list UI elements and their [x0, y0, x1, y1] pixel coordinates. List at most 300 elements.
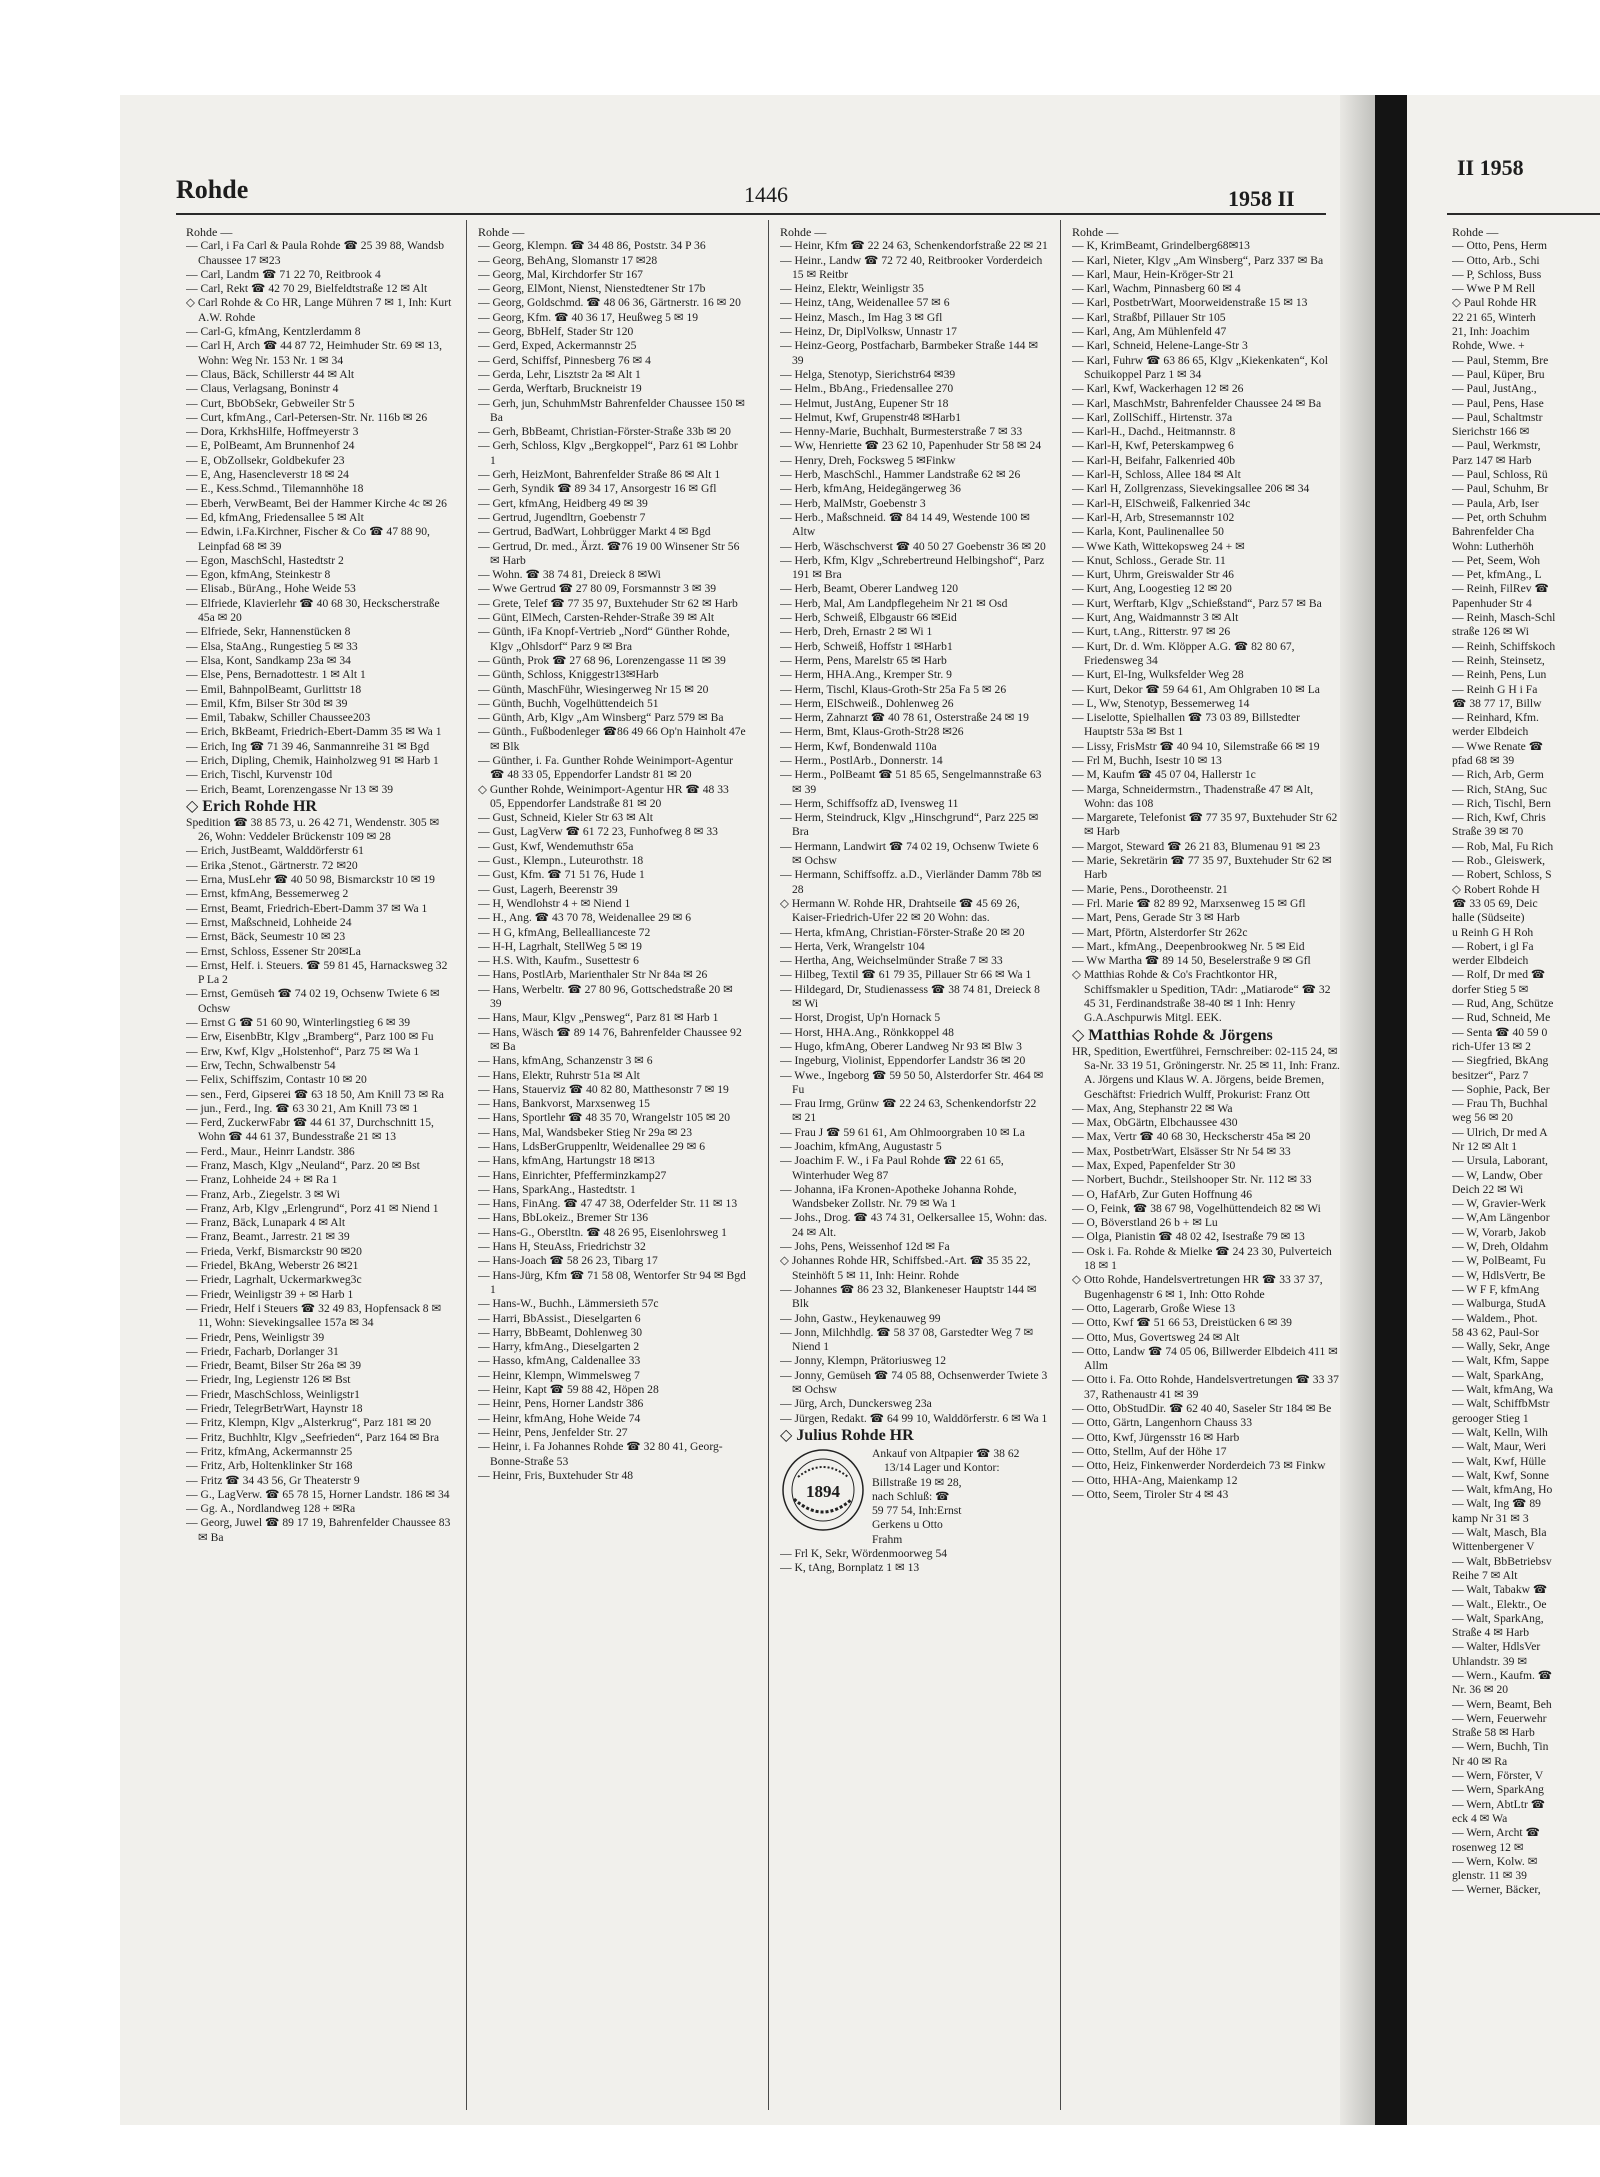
directory-entry: — Georg, Klempn. ☎ 34 48 86, Poststr. 34 P 36	[478, 239, 706, 253]
directory-entry: — jun., Ferd., Ing. ☎ 63 30 21, Am Knill 73 ✉ 1	[186, 1101, 419, 1115]
directory-entry: — Herm, Pens, Marelstr 65 ✉ Harb	[780, 653, 947, 667]
directory-entry: — Herm, ElSchweiß., Dohlenweg 26	[780, 696, 954, 710]
directory-entry: — Robert, i gl Fa	[1452, 939, 1534, 953]
directory-entry: — Franz, Beamt., Jarrestr. 21 ✉ 39	[186, 1230, 350, 1244]
column-divider	[1060, 220, 1061, 2110]
directory-entry: — Ferd, ZuckerwFabr ☎ 44 61 37, Durchschnitt 15, Wohn ☎ 44 61 37, Bundesstraße 21 ✉ 13	[186, 1116, 434, 1144]
directory-entry: — Hans, Maur, Klgv „Pensweg“, Parz 81 ✉ Harb 1	[478, 1011, 719, 1025]
directory-entry: — Georg, Kfm. ☎ 40 36 17, Heußweg 5 ✉ 19	[478, 310, 699, 324]
directory-entry: — Erw, Kwf, Klgv „Holstenhof“, Parz 75 ✉ Wa 1	[186, 1044, 420, 1058]
directory-entry: rich-Ufer 13 ✉ 2	[1452, 1039, 1531, 1053]
directory-entry: — Ferd., Maur., Heinrr Landstr. 386	[186, 1144, 355, 1158]
advert-text	[872, 1447, 1048, 1547]
directory-entry: — Franz, Bäck, Lunapark 4 ✉ Alt	[186, 1216, 346, 1230]
directory-entry: — Wwe., Ingeborg ☎ 59 50 50, Alsterdorfer Str. 464 ✉ Fu	[780, 1068, 1044, 1096]
page-year: 1958 II	[1228, 186, 1295, 211]
directory-entry: — Frau Irmg, Grünw ☎ 22 24 63, Schenkendorfstr 22 ✉ 21	[780, 1097, 1037, 1125]
directory-entry: — Ernst, Schloss, Essener Str 20✉La	[186, 944, 361, 958]
directory-entry: — Hans, Bankvorst, Marxsenweg 15	[478, 1097, 650, 1111]
entry-list	[1452, 239, 1600, 1897]
directory-column-1	[186, 225, 454, 2125]
directory-entry: — Wwe P M Rell	[1452, 282, 1536, 296]
directory-entry: — Hermann, Schiffsoffz. a.D., Vierländer Damm 78b ✉ 28	[780, 868, 1042, 896]
directory-entry: — Ernst, Helf. i. Steuers. ☎ 59 81 45, Harnacksweg 32 P La 2	[186, 958, 448, 987]
directory-entry: — Jürg, Arch, Dunckersweg 23a	[780, 1397, 932, 1411]
directory-entry: — Siegfried, BkAng	[1452, 1054, 1549, 1068]
directory-entry: Straße 58 ✉ Harb	[1452, 1726, 1535, 1740]
directory-entry: — Friedr, Ing, Legienstr 126 ✉ Bst	[186, 1373, 351, 1387]
directory-entry: — Paul, JustAng.,	[1452, 382, 1537, 396]
directory-entry: — Herm., PostlArb., Donnerstr. 14	[780, 753, 943, 767]
directory-entry: — Hans-W., Buchh., Lämmersieth 57c	[478, 1297, 659, 1311]
directory-entry: ◇ Matthias Rohde & Jörgens	[1072, 1026, 1273, 1044]
directory-entry: — Otto, Lagerarb, Große Wiese 13	[1072, 1301, 1236, 1315]
directory-entry: — Gust, Lagerh, Beerenstr 39	[478, 882, 618, 896]
entry-list	[780, 239, 1048, 1445]
directory-entry: — Herm, Kwf, Bondenwald 110a	[780, 739, 937, 753]
directory-entry: — Max, ObGärtn, Elbchaussee 430	[1072, 1116, 1238, 1130]
directory-entry: — Karl, Schneid, Helene-Lange-Str 3	[1072, 339, 1248, 353]
directory-entry: — Walt, SparkAng,	[1452, 1368, 1544, 1382]
directory-entry: ◇ Hermann W. Rohde HR, Drahtseile ☎ 45 69 26, Kaiser-Friedrich-Ufer 22 ✉ 20 Wohn: das.	[780, 896, 1020, 925]
directory-entry: — Friedr, Lagrhalt, Uckermarkweg3c	[186, 1273, 362, 1287]
directory-entry: — Ww, Henriette ☎ 23 62 10, Papenhuder Str 58 ✉ 24	[780, 439, 1042, 453]
directory-entry: — Helmut, JustAng, Eupener Str 18	[780, 396, 949, 410]
directory-entry: — Waldem., Phot.	[1452, 1311, 1538, 1325]
directory-entry: — Pet, kfmAng., L	[1452, 568, 1542, 582]
directory-entry: — Heinr, Kfm ☎ 22 24 63, Schenkendorfstraße 22 ✉ 21	[780, 239, 1048, 253]
directory-entry: — Karla, Kont, Paulinenallee 50	[1072, 525, 1224, 539]
directory-entry: — Hugo, kfmAng, Oberer Landweg Nr 93 ✉ Blw 3	[780, 1039, 1022, 1053]
directory-entry: — Walburga, StudA	[1452, 1297, 1547, 1311]
directory-entry: — Karl, Wachm, Pinnasberg 60 ✉ 4	[1072, 282, 1241, 296]
directory-entry: — Walt, Kelln, Wilh	[1452, 1425, 1548, 1439]
directory-entry: — Friedr, MaschSchloss, Weinligstr1	[186, 1387, 360, 1401]
directory-entry: — Gert, kfmAng, Heidberg 49 ✉ 39	[478, 496, 648, 510]
directory-entry: ◇ Julius Rohde HR	[780, 1426, 914, 1444]
directory-entry: 58 43 62, Paul-Sor	[1452, 1325, 1539, 1339]
directory-entry: halle (Südseite)	[1452, 911, 1525, 925]
directory-entry: — H, Wendlohstr 4 + ✉ Niend 1	[478, 896, 631, 910]
directory-entry: — Wern, Beamt, Beh	[1452, 1697, 1552, 1711]
directory-entry: — W, HdlsVertr, Be	[1452, 1268, 1546, 1282]
directory-entry: — Otto, HHA-Ang, Maienkamp 12	[1072, 1473, 1238, 1487]
directory-entry: — G., LagVerw. ☎ 65 78 15, Horner Landstr. 186 ✉ 34	[186, 1487, 450, 1501]
directory-entry: ◇ Erich Rohde HR	[186, 797, 317, 815]
directory-entry: — Reinh, Schiffskoch	[1452, 639, 1556, 653]
directory-entry: — Günth, MaschFühr, Wiesingerweg Nr 15 ✉ 20	[478, 682, 709, 696]
directory-entry: — Günth, Arb, Klgv „Am Winsberg“ Parz 579 ✉ Ba	[478, 711, 724, 725]
directory-entry: — Otto, Kwf ☎ 51 66 53, Dreistücken 6 ✉ 39	[1072, 1316, 1292, 1330]
directory-entry: — Georg, BehAng, Slomanstr 17 ✉28	[478, 253, 658, 267]
directory-entry: — O, Feink, ☎ 38 67 98, Vogelhüttendeich 82 ✉ Wi	[1072, 1201, 1321, 1215]
directory-entry: Straße 39 ✉ 70	[1452, 825, 1524, 839]
directory-entry: dorfer Stieg 5 ✉	[1452, 982, 1529, 996]
directory-entry: Deich 22 ✉ Wi	[1452, 1182, 1524, 1196]
directory-entry: — Reinh, Pens, Lun	[1452, 668, 1547, 682]
directory-entry: — Max, Vertr ☎ 40 68 30, Heckscherstr 45a ✉ 20	[1072, 1130, 1311, 1144]
directory-entry: — Franz, Arb., Ziegelstr. 3 ✉ Wi	[186, 1187, 340, 1201]
directory-entry: — Kurt, Dr. d. Wm. Klöpper A.G. ☎ 82 80 67, Friedensweg 34	[1072, 639, 1295, 667]
directory-entry: — Frau Th, Buchhal	[1452, 1097, 1548, 1111]
directory-entry: — Georg, ElMont, Nienst, Nienstedtener Str 17b	[478, 282, 706, 296]
directory-entry: — Günther, i. Fa. Gunther Rohde Weinimport-Agentur ☎ 48 33 05, Eppendorfer Landstr 81 ✉ 20	[478, 753, 734, 782]
directory-entry: — Wwe Kath, Wittekopsweg 24 + ✉	[1072, 539, 1245, 553]
directory-entry: — Erich, JustBeamt, Walddörferstr 61	[186, 844, 364, 858]
directory-entry: — Fritz, Buchhltr, Klgv „Seefrieden“, Parz 164 ✉ Bra	[186, 1430, 439, 1444]
directory-entry: — Otto, Pens, Herm	[1452, 239, 1547, 253]
directory-entry: — Henry, Dreh, Focksweg 5 ✉Finkw	[780, 453, 956, 467]
directory-entry: weg 56 ✉ 20	[1452, 1111, 1513, 1125]
directory-entry: — Reinh G H i Fa	[1452, 682, 1538, 696]
directory-entry: — W, Landw, Ober	[1452, 1168, 1543, 1182]
directory-entry: — Helga, Stenotyp, Sierichstr64 ✉39	[780, 367, 956, 381]
directory-entry: — Herb, Kfm, Klgv „Schrebertreund Helbingshof“, Parz 191 ✉ Bra	[780, 553, 1045, 582]
directory-entry: — Franz, Lohheide 24 + ✉ Ra 1	[186, 1173, 338, 1187]
directory-entry: — Paul, Schloss, Rü	[1452, 468, 1548, 482]
directory-entry: — Karl-H, Schloss, Allee 184 ✉ Alt	[1072, 468, 1241, 482]
directory-entry: — Walt, Maur, Weri	[1452, 1440, 1547, 1454]
directory-entry: — Emil, Kfm, Bilser Str 30d ✉ 39	[186, 696, 348, 710]
directory-entry: — Friedr, Pens, Weinligstr 39	[186, 1330, 325, 1344]
directory-entry: — Erika ,Stenot., Gärtnerstr. 72 ✉20	[186, 858, 358, 872]
directory-entry: — W, Vorarb, Jakob	[1452, 1225, 1546, 1239]
directory-entry: — Robert, Schloss, S	[1452, 868, 1552, 882]
directory-entry: — Curt, kfmAng., Carl-Petersen-Str. Nr. 116b ✉ 26	[186, 410, 428, 424]
directory-entry: — Heinr, i. Fa Johannes Rohde ☎ 32 80 41, Georg-Bonne-Straße 53	[478, 1440, 723, 1468]
directory-entry: — Walt, BbBetriebsv	[1452, 1554, 1552, 1568]
directory-entry: — Günth, Prok ☎ 27 68 96, Lorenzengasse 11 ✉ 39	[478, 653, 726, 667]
directory-entry: — Gust., Klempn., Luteurothstr. 18	[478, 854, 644, 868]
directory-entry: — E, Ang, Hasencleverstr 18 ✉ 24	[186, 468, 349, 482]
directory-entry: werder Elbdeich	[1452, 725, 1529, 739]
directory-entry: ☎ 38 77 17, Billw	[1452, 696, 1542, 710]
directory-entry: — Marie, Pens., Dorotheenstr. 21	[1072, 882, 1228, 896]
directory-entry: — Erich, Beamt, Lorenzengasse Nr 13 ✉ 39	[186, 782, 394, 796]
directory-entry: — Horst, HHA.Ang., Rönkkoppel 48	[780, 1025, 954, 1039]
directory-entry: — Heinr, Pens, Horner Landstr 386	[478, 1397, 644, 1411]
directory-entry: — Gerh, Schloss, Klgv „Bergkoppel“, Parz 61 ✉ Lohbr 1	[478, 439, 738, 467]
directory-entry: — Otto, ObStudDir. ☎ 62 40 40, Saseler Str 184 ✉ Be	[1072, 1402, 1332, 1416]
directory-entry: — Otto, Seem, Tiroler Str 4 ✉ 43	[1072, 1487, 1229, 1501]
directory-entry: — Heinz, Dr, DiplVolksw, Unnastr 17	[780, 325, 957, 339]
directory-entry: — Ed, kfmAng, Friedensallee 5 ✉ Alt	[186, 510, 364, 524]
directory-entry: — Felix, Schiffszim, Contastr 10 ✉ 20	[186, 1073, 367, 1087]
directory-entry: — Otto, Stellm, Auf der Höhe 17	[1072, 1444, 1227, 1458]
directory-entry: — Hans, Sportlehr ☎ 48 35 70, Wrangelstr 105 ✉ 20	[478, 1111, 731, 1125]
directory-entry: — Ursula, Laborant,	[1452, 1154, 1548, 1168]
directory-entry: Ankauf von Altpapier ☎ 38 62 13/14 Lager und Kontor:	[872, 1446, 1020, 1475]
page-number: 1446	[744, 182, 788, 207]
directory-entry: — Herm, Schiffsoffz aD, Ivensweg 11	[780, 796, 959, 810]
directory-entry: — Gerd, Exped, Ackermannstr 25	[478, 339, 637, 353]
directory-entry: — Karl-H, Arb, Stresemannstr 102	[1072, 510, 1235, 524]
directory-entry: — Fritz ☎ 34 43 56, Gr Theaterstr 9	[186, 1473, 360, 1487]
directory-entry: rosenweg 12 ✉	[1452, 1840, 1524, 1854]
directory-entry: — Senta ☎ 40 59 0	[1452, 1025, 1548, 1039]
directory-entry: — Ingeburg, Violinist, Eppendorfer Landstr 36 ✉ 20	[780, 1054, 1026, 1068]
entry-list	[186, 239, 454, 1545]
directory-entry: — Elfriede, Sekr, Hannenstücken 8	[186, 625, 351, 639]
directory-entry: 59 77 54, Inh:Ernst	[872, 1504, 962, 1518]
directory-entry: — P, Schloss, Buss	[1452, 267, 1542, 281]
directory-entry: — Gertrud, Jugendltrn, Goebenstr 7	[478, 510, 646, 524]
directory-entry: — E, PolBeamt, Am Brunnenhof 24	[186, 439, 355, 453]
directory-entry: — Hans, kfmAng, Schanzenstr 3 ✉ 6	[478, 1054, 653, 1068]
directory-entry: — Otto, Kwf, Jürgensstr 16 ✉ Harb	[1072, 1430, 1240, 1444]
directory-entry: — Hans, BbLokeiz., Bremer Str 136	[478, 1211, 649, 1225]
directory-entry: — Walt, SparkAng,	[1452, 1611, 1544, 1625]
directory-entry: — Jonn, Milchhdlg. ☎ 58 37 08, Garstedter Weg 7 ✉ Niend 1	[780, 1325, 1034, 1354]
directory-entry: — Walt, Ing ☎ 89	[1452, 1497, 1541, 1511]
directory-entry: ◇ Robert Rohde H	[1452, 882, 1540, 896]
directory-entry: — Karl, Nieter, Klgv „Am Winsberg“, Parz 337 ✉ Ba	[1072, 253, 1324, 267]
directory-entry: — Herb, Schweiß, Hoffstr 1 ✉Harb1	[780, 639, 953, 653]
directory-entry: — Margot, Steward ☎ 26 21 83, Blumenau 91 ✉ 23	[1072, 839, 1321, 853]
directory-entry: ◇ Matthias Rohde & Co's Frachtkontor HR, Schiffsmakler u Spedition, TAdr: „Matiarode“ ☎ 32 45 31, Ferdinandstraße 38-40 ✉ 1 Inh: Henry G.A.Aschpurwis Mitgl. EEK.	[1072, 968, 1331, 1025]
directory-entry: 22 21 65, Winterh	[1452, 310, 1536, 324]
directory-entry: ◇ Otto Rohde, Handelsvertretungen HR ☎ 33 37 37, Bugenhagenstr 6 ✉ 1, Inh: Otto Rohde	[1072, 1273, 1323, 1301]
directory-entry: — E., Kess.Schmd., Tilemannhöhe 18	[186, 482, 364, 496]
directory-entry: — Karl, Straßbf, Pillauer Str 105	[1072, 310, 1226, 324]
directory-entry: — Wern, AbtLtr ☎	[1452, 1797, 1546, 1811]
directory-entry: — Gerh, jun, SchuhmMstr Bahrenfelder Chaussee 150 ✉ Ba	[478, 396, 745, 424]
directory-entry: — O, HafArb, Zur Guten Hoffnung 46	[1072, 1187, 1253, 1201]
directory-entry: — Friedel, BkAng, Weberstr 26 ✉21	[186, 1259, 359, 1273]
seal-year: 1894	[806, 1481, 840, 1501]
header-rule	[176, 213, 1326, 215]
directory-entry: — Hans H, SteuAss, Friedrichstr 32	[478, 1240, 646, 1254]
directory-entry: — Egon, MaschSchl, Hastedtstr 2	[186, 553, 344, 567]
directory-entry: — Ernst, Beamt, Friedrich-Ebert-Damm 37 ✉ Wa 1	[186, 901, 428, 915]
directory-entry: — Friedr, Facharb, Dorlanger 31	[186, 1344, 339, 1358]
directory-entry: — Hans, kfmAng, Hartungstr 18 ✉13	[478, 1154, 655, 1168]
directory-entry: — H.S. With, Kaufm., Susettestr 6	[478, 954, 639, 968]
directory-entry: — Kurt, Ang, Waidmannstr 3 ✉ Alt	[1072, 611, 1239, 625]
directory-entry: — Heinr, Klempn, Wimmelsweg 7	[478, 1368, 640, 1382]
directory-entry: nach Schluß: ☎	[872, 1489, 950, 1503]
directory-entry: — Harry, BbBeamt, Dohlenweg 30	[478, 1325, 643, 1339]
directory-entry: — Friedr, TelegrBetrWart, Haynstr 18	[186, 1402, 363, 1416]
directory-entry: — Marie, Sekretärin ☎ 77 35 97, Buxtehuder Str 62 ✉ Harb	[1072, 854, 1332, 882]
directory-entry: — Friedr, Helf i Steuers ☎ 32 49 83, Hopfensack 8 ✉ 11, Wohn: Sievekingsallee 157a ✉ 34	[186, 1301, 442, 1330]
directory-entry: — Hans-Joach ☎ 58 26 23, Tibarg 17	[478, 1254, 658, 1268]
directory-entry: — Elfriede, Klavierlehr ☎ 40 68 30, Heckscherstraße 45a ✉ 20	[186, 596, 440, 625]
directory-entry: — Wern, SparkAng	[1452, 1783, 1544, 1797]
directory-entry: — Elsa, StaAng., Rungestieg 5 ✉ 33	[186, 639, 358, 653]
directory-entry: Spedition ☎ 38 85 73, u. 26 42 71, Wendenstr. 305 ✉ 26, Wohn: Veddeler Brückenstr 109 ✉ 28	[186, 815, 440, 844]
directory-entry: HR, Spedition, Ewertführei, Fernschreiber: 02-115 24, ✉ Sa-Nr. 33 19 51, Gröningerstr. Nr. 25 ✉ 11, Inh: Franz. A. Jörgens und Klaus W. A. Jörgens, beide Bremen, Geschäftst: Friedrich Wulff, Prokurist: Franz Ott	[1072, 1044, 1340, 1101]
directory-entry: — Mart., kfmAng., Deepenbrookweg Nr. 5 ✉ Eid	[1072, 939, 1305, 953]
directory-entry: Gerkens u Otto	[872, 1518, 943, 1532]
directory-entry: — Heinr, Fris, Buxtehuder Str 48	[478, 1468, 634, 1482]
directory-entry: — K, tAng, Bornplatz 1 ✉ 13	[780, 1561, 920, 1575]
directory-entry: — Heinz-Georg, Postfacharb, Barmbeker Straße 144 ✉ 39	[780, 339, 1039, 367]
directory-entry: 21, Inh: Joachim	[1452, 325, 1530, 339]
directory-entry: — Paul, Werkmstr,	[1452, 439, 1541, 453]
directory-entry: ◇ Paul Rohde HR	[1452, 296, 1537, 310]
directory-entry: — Herb, Mal, Am Landpflegeheim Nr 21 ✉ Osd	[780, 596, 1008, 610]
directory-entry: — Otto i. Fa. Otto Rohde, Handelsvertretungen ☎ 33 37 37, Rathenaustr 41 ✉ 39	[1072, 1373, 1339, 1401]
column-head: Rohde —	[186, 225, 233, 239]
directory-entry: — Günth, Schloss, Kniggestr13✉Harb	[478, 668, 659, 682]
directory-entry: ◇ Johannes Rohde HR, Schiffsbed.-Art. ☎ 35 35 22, Steinhöft 5 ✉ 11, Inh: Heinr. Rohde	[780, 1254, 1031, 1282]
directory-entry: — Joachim F. W., i Fa Paul Rohde ☎ 22 61 65, Winterhuder Weg 87	[780, 1154, 1004, 1182]
directory-entry: besitzer“, Parz 7	[1452, 1068, 1529, 1082]
directory-entry: Straße 4 ✉ Harb	[1452, 1626, 1530, 1640]
directory-entry: — Ernst, kfmAng, Bessemerweg 2	[186, 887, 349, 901]
directory-entry: — Gerh, BbBeamt, Christian-Förster-Straße 33b ✉ 20	[478, 425, 731, 439]
directory-entry: — Claus, Verlagsang, Boninstr 4	[186, 382, 339, 396]
company-seal-icon	[780, 1447, 866, 1533]
directory-entry: — Harry, kfmAng., Dieselgarten 2	[478, 1340, 640, 1354]
directory-entry: — Karl, PostbetrWart, Moorweidenstraße 15 ✉ 13	[1072, 296, 1308, 310]
directory-entry: — Wohn. ☎ 38 74 81, Dreieck 8 ✉Wi	[478, 568, 661, 582]
directory-entry: — Karl, Maur, Hein-Kröger-Str 21	[1072, 267, 1235, 281]
directory-entry: — Heinr., Landw ☎ 72 72 40, Reitbrooker Vorderdeich 15 ✉ Reitbr	[780, 253, 1043, 281]
directory-entry: — Johs., Drog. ☎ 43 74 31, Oelkersallee 15, Wohn: das. 24 ✉ Alt.	[780, 1211, 1048, 1239]
directory-entry: — Wern, Feuerwehr	[1452, 1711, 1547, 1725]
directory-entry: — Heinr, kfmAng, Hohe Weide 74	[478, 1411, 641, 1425]
directory-entry: — Heinz, Elektr, Weinligstr 35	[780, 282, 924, 296]
directory-entry: — Friedr, Beamt, Bilser Str 26a ✉ 39	[186, 1359, 362, 1373]
directory-entry: — Dora, KrkhsHilfe, Hoffmeyerstr 3	[186, 425, 359, 439]
directory-entry: — Norbert, Buchdr., Steilshooper Str. Nr. 112 ✉ 33	[1072, 1173, 1312, 1187]
directory-entry: — Walter, HdlsVer	[1452, 1640, 1541, 1654]
directory-entry: — Hans, PostlArb, Marienthaler Str Nr 84a ✉ 26	[478, 968, 708, 982]
directory-entry: — Günt, ElMech, Carsten-Rehder-Straße 39 ✉ Alt	[478, 611, 715, 625]
directory-entry: — Kurt, Uhrm, Greiswalder Str 46	[1072, 568, 1234, 582]
directory-entry: — Fritz, Arb, Holtenklinker Str 168	[186, 1459, 353, 1473]
directory-entry: — Gerh, Syndik ☎ 89 34 17, Ansorgestr 16 ✉ Gfl	[478, 482, 717, 496]
directory-entry: glenstr. 11 ✉ 39	[1452, 1869, 1527, 1883]
entry-list	[478, 239, 746, 1483]
directory-entry: — Paula, Arb, Iser	[1452, 496, 1539, 510]
directory-entry: — Fritz, Klempn, Klgv „Alsterkrug“, Parz 181 ✉ 20	[186, 1416, 432, 1430]
directory-entry: — Hans-G., Oberstltn. ☎ 48 26 95, Eisenlohrsweg 1	[478, 1225, 727, 1239]
directory-entry: — Wern., Kaufm. ☎	[1452, 1668, 1553, 1682]
directory-entry: — Sophie, Pack, Ber	[1452, 1082, 1550, 1096]
directory-entry: — Gust, Kfm. ☎ 71 51 76, Hude 1	[478, 868, 645, 882]
directory-entry: — Herm, Steindruck, Klgv „Hinschgrund“, Parz 225 ✉ Bra	[780, 811, 1039, 839]
directory-entry: — Hans, Einrichter, Pfefferminzkamp27	[478, 1168, 667, 1182]
directory-entry: Bahrenfelder Cha	[1452, 525, 1535, 539]
directory-entry: — Helmut, Kwf, Grupenstr48 ✉Harb1	[780, 410, 962, 424]
directory-entry: — Walt., Elektr., Oe	[1452, 1597, 1547, 1611]
directory-entry: — Hans, FinAng. ☎ 47 47 38, Oderfelder Str. 11 ✉ 13	[478, 1197, 738, 1211]
directory-entry: — Rich, Arb, Germ	[1452, 768, 1544, 782]
directory-entry: — Reinhard, Kfm.	[1452, 711, 1539, 725]
directory-entry: — Herm, Zahnarzt ☎ 40 78 61, Osterstraße 24 ✉ 19	[780, 711, 1029, 725]
directory-entry: — Frau J ☎ 59 61 61, Am Ohlmoorgraben 10 ✉ La	[780, 1125, 1025, 1139]
directory-entry: — Herm, HHA.Ang., Kremper Str. 9	[780, 668, 952, 682]
directory-entry: — Herm, Tischl, Klaus-Groth-Str 25a Fa 5 ✉ 26	[780, 682, 1007, 696]
directory-entry: — W, Gravier-Werk	[1452, 1197, 1546, 1211]
directory-entry: ◇ Carl Rohde & Co HR, Lange Mühren 7 ✉ 1, Inh: Kurt A.W. Rohde	[186, 296, 452, 324]
directory-entry: — Pet, Seem, Woh	[1452, 553, 1541, 567]
directory-entry: — Herb., Maßschneid. ☎ 84 14 49, Westende 100 ✉ Altw	[780, 510, 1031, 539]
directory-entry: — Frl K, Sekr, Wördenmoorweg 54	[780, 1547, 948, 1561]
directory-entry: — W, PolBeamt, Fu	[1452, 1254, 1546, 1268]
directory-entry: — Hans, Werbeltr. ☎ 27 80 96, Gottschedstraße 20 ✉ 39	[478, 982, 733, 1011]
directory-entry: — Rud, Ang, Schütze	[1452, 997, 1554, 1011]
directory-entry: — Helm., BbAng., Friedensallee 270	[780, 382, 954, 396]
directory-entry: — Rich, Kwf, Chris	[1452, 811, 1546, 825]
directory-entry: — Fritz, kfmAng, Ackermannstr 25	[186, 1444, 353, 1458]
directory-entry: Billstraße 19 ✉ 28,	[872, 1475, 962, 1489]
page-title: Rohde	[176, 175, 249, 204]
directory-entry: — Grete, Telef ☎ 77 35 97, Buxtehuder Str 62 ✉ Harb	[478, 596, 738, 610]
directory-column-2	[478, 225, 746, 2125]
directory-entry: — Paul, Küper, Bru	[1452, 367, 1545, 381]
directory-entry: — Carl, i Fa Carl & Paula Rohde ☎ 25 39 88, Wandsb Chaussee 17 ✉23	[186, 239, 445, 267]
directory-entry: — Karl-H, Kwf, Peterskampweg 6	[1072, 439, 1234, 453]
directory-entry: — Walt, Kwf, Sonne	[1452, 1468, 1550, 1482]
directory-entry: Wohn: Lutherhöh	[1452, 539, 1534, 553]
directory-entry: — H., Ang. ☎ 43 70 78, Weidenallee 29 ✉ 6	[478, 911, 691, 925]
directory-entry: ◇ Gunther Rohde, Weinimport-Agentur HR ☎ 48 33 05, Eppendorfer Landstraße 81 ✉ 20	[478, 782, 729, 810]
directory-entry: — Heinr, Pens, Jenfelder Str. 27	[478, 1425, 628, 1439]
directory-entry: — Carl, Rekt ☎ 42 70 29, Bielfeldtstraße 12 ✉ Alt	[186, 282, 428, 296]
directory-entry: — Otto, Landw ☎ 74 05 06, Billwerder Elbdeich 411 ✉ Allm	[1072, 1344, 1338, 1373]
directory-entry: — Herta, kfmAng, Christian-Förster-Straße 20 ✉ 20	[780, 925, 1025, 939]
column-divider	[466, 220, 467, 2110]
directory-entry: — Erich, Tischl, Kurvenstr 10d	[186, 768, 333, 782]
directory-entry: — Jürgen, Redakt. ☎ 64 99 10, Walddörferstr. 6 ✉ Wa 1	[780, 1411, 1048, 1425]
directory-entry: — Ernst, Gemüseh ☎ 74 02 19, Ochsenw Twiete 6 ✉ Ochsw	[186, 987, 440, 1015]
directory-entry: Uhlandstr. 39 ✉	[1452, 1654, 1528, 1668]
directory-entry: — Emil, Tabakw, Schiller Chaussee203	[186, 711, 371, 725]
directory-entry: — Günth, iFa Knopf-Vertrieb „Nord“ Günther Rohde, Klgv „Ohlsdorf“ Parz 9 ✉ Bra	[478, 625, 730, 653]
directory-entry: — Edwin, i.Fa.Kirchner, Fischer & Co ☎ 47 88 90, Leinpfad 68 ✉ 39	[186, 525, 430, 553]
directory-entry: — Herb, MalMstr, Goebenstr 3	[780, 496, 926, 510]
directory-entry: — Otto, Mus, Govertsweg 24 ✉ Alt	[1072, 1330, 1240, 1344]
directory-entry: — Kurt, Dekor ☎ 59 64 61, Am Ohlgraben 10 ✉ La	[1072, 682, 1320, 696]
directory-entry: — Elsa, Kont, Sandkamp 23a ✉ 34	[186, 653, 351, 667]
directory-entry: — Franz, Masch, Klgv „Neuland“, Parz. 20 ✉ Bst	[186, 1159, 420, 1172]
directory-entry: — Franz, Arb, Klgv „Erlengrund“, Porz 41 ✉ Niend 1	[186, 1201, 439, 1215]
directory-entry: — Karl-H, Beifahr, Falkenried 40b	[1072, 453, 1236, 467]
directory-entry: — Karl, Fuhrw ☎ 63 86 65, Klgv „Kiekenkaten“, Kol Schuikoppel Parz 1 ✉ 34	[1072, 353, 1328, 381]
directory-entry: — Ernst G ☎ 51 60 90, Winterlingstieg 6 ✉ 39	[186, 1016, 411, 1030]
facing-page-header: II 1958	[1457, 155, 1524, 180]
directory-entry: — Gerda, Lehr, Lisztstr 2a ✉ Alt 1	[478, 367, 641, 381]
directory-entry: — Reinh, Steinsetz,	[1452, 653, 1545, 667]
directory-entry: — Max, PostbetrWart, Elsässer Str Nr 54 ✉ 33	[1072, 1144, 1291, 1158]
directory-entry: Wittenbergener V	[1452, 1540, 1535, 1554]
directory-entry: — Else, Pens, Bernadottestr. 1 ✉ Alt 1	[186, 668, 366, 682]
directory-entry: — Herb, kfmAng, Heidegängerweg 36	[780, 482, 961, 496]
directory-entry: — Rich, StAng, Suc	[1452, 782, 1548, 796]
directory-entry: — Friedr, Weinligstr 39 + ✉ Harb 1	[186, 1287, 354, 1301]
directory-entry: — Kurt, El-Ing, Wulksfelder Weg 28	[1072, 668, 1244, 682]
directory-entry: — Eberh, VerwBeamt, Bei der Hammer Kirche 4c ✉ 26	[186, 496, 447, 510]
directory-entry: — Wern, Kolw. ✉	[1452, 1854, 1538, 1868]
directory-entry: Nr. 36 ✉ 20	[1452, 1683, 1509, 1697]
directory-entry: — Carl H, Arch ☎ 44 87 72, Heimhuder Str. 69 ✉ 13, Wohn: Weg Nr. 153 Nr. 1 ✉ 34	[186, 339, 443, 367]
directory-entry: — Pet, orth Schuhm	[1452, 510, 1547, 524]
facing-page	[1407, 95, 1600, 2125]
facing-page-column	[1452, 225, 1600, 1898]
directory-entry: — Walt, Tabakw ☎	[1452, 1583, 1548, 1597]
directory-entry: — Harri, BbAssist., Dieselgarten 6	[478, 1311, 641, 1325]
directory-entry: — K, KrimBeamt, Grindelberg68✉13	[1072, 239, 1250, 253]
directory-entry: — Paul, Pens, Hase	[1452, 396, 1544, 410]
column-head: Rohde —	[1452, 225, 1499, 239]
directory-entry: — Herb, MaschSchl., Hammer Landstraße 62 ✉ 26	[780, 468, 1021, 482]
directory-entry: — Herta, Verk, Wrangelstr 104	[780, 939, 925, 953]
directory-entry: — M, Kaufm ☎ 45 07 04, Hallerstr 1c	[1072, 768, 1256, 782]
